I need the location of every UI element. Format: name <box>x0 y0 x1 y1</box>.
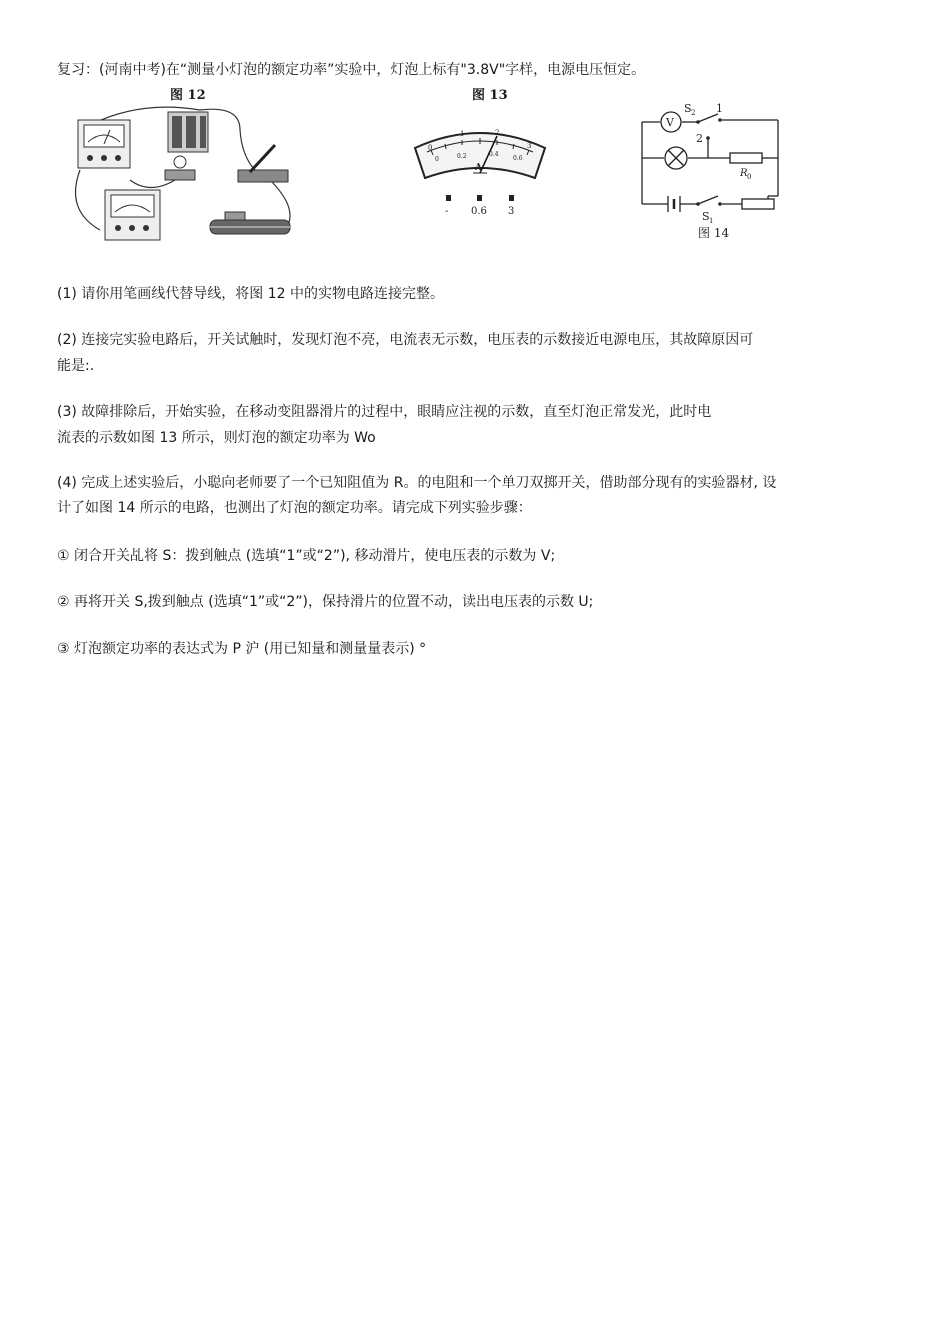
figure-13-image <box>405 118 555 223</box>
ammeter-dial-illustration <box>405 118 555 223</box>
figure-12-image <box>60 100 310 260</box>
tick-small-2: 0.4 <box>489 151 499 158</box>
terminal-0-6-icon <box>477 195 482 201</box>
lamp-symbol-icon <box>665 147 687 169</box>
question-1: (1) 请你用笔画线代替导线，将图 12 中的实物电路连接完整。 <box>57 286 444 302</box>
switch-s1-subscript: 1 <box>709 217 714 225</box>
tick-small-0: 0 <box>435 156 439 163</box>
voltmeter-label: V <box>666 116 674 129</box>
terminal-0-6-label: 0.6 <box>471 206 487 217</box>
question-2-line-1: (2) 连接完实验电路后，开关试触时，发现灯泡不亮，电流表无示数，电压表的示数接近电源电压，其故障原因可 <box>57 332 754 348</box>
step-3: ③ 灯泡额定功率的表达式为 P 沪 (用已知量和测量量表示) ° <box>57 641 427 657</box>
question-2-line-2: 能是:. <box>57 358 95 374</box>
step-1: ① 闭合开关乩将 S：拨到触点 (选填“1”或“2”), 移动滑片，使电压表的示数为 V; <box>57 548 556 564</box>
intro-text: 复习：(河南中考)在“测量小灯泡的额定功率”实验中，灯泡上标有"3.8V"字样，电源电压恒定。 <box>57 62 646 78</box>
terminal-minus-label: - <box>445 206 449 217</box>
terminal-3-label: 3 <box>508 206 515 217</box>
terminal-3-icon <box>509 195 514 201</box>
tick-small-3: 0.6 <box>513 155 523 162</box>
question-3-line-2: 流表的示数如图 13 所示，则灯泡的额定功率为 Wo <box>57 430 376 446</box>
figure-13-caption: 图 13 <box>472 88 508 103</box>
tick-large-0: 0 <box>428 144 433 152</box>
bulb-holder-icon <box>165 156 195 180</box>
resistor-r0-symbol-icon <box>730 153 762 163</box>
tick-small-1: 0.2 <box>457 153 467 160</box>
physical-circuit-illustration <box>60 100 310 260</box>
question-4-line-2: 计了如图 14 所示的电路，也测出了灯泡的额定功率。请完成下列实验步骤： <box>57 500 532 516</box>
rheostat-symbol-icon <box>742 199 774 209</box>
figure-12-caption: 图 12 <box>170 88 206 103</box>
battery-symbol-icon <box>668 196 680 212</box>
tick-large-3: 3 <box>527 142 532 150</box>
switch-s2-subscript: 2 <box>691 109 696 117</box>
tick-large-2: 2 <box>495 129 500 137</box>
knife-switch-icon <box>238 145 288 182</box>
circuit-diagram <box>632 100 792 240</box>
figure-14-caption: 图 14 <box>698 226 730 240</box>
rheostat-icon <box>210 212 290 234</box>
figure-14-image <box>632 100 792 240</box>
voltmeter-device-icon <box>78 120 130 168</box>
question-3-line-1: (3) 故障排除后，开始实验，在移动变阻器滑片的过程中，眼睛应注视的示数，直至灯泡正常发光，此时电 <box>57 404 712 420</box>
resistor-label: R <box>740 168 748 179</box>
contact-2-label: 2 <box>696 132 703 145</box>
switch-s2-label: S <box>684 102 692 115</box>
switch-s1-label: S <box>702 210 710 223</box>
resistor-subscript: 0 <box>747 173 752 181</box>
tick-large-1: 1 <box>460 130 465 138</box>
ammeter-device-icon <box>105 190 160 240</box>
battery-pack-icon <box>168 112 208 152</box>
step-2: ② 再将开关 S,拨到触点 (选填“1”或“2”)，保持滑片的位置不动，读出电压表的示数 U; <box>57 594 594 610</box>
contact-1-label: 1 <box>716 102 723 115</box>
terminal-minus-icon <box>446 195 451 201</box>
ammeter-unit-label: A <box>475 163 482 173</box>
question-4-line-1: (4) 完成上述实验后，小聪向老师要了一个已知阻值为 R。的电阻和一个单刀双掷开关，借助部分现有的实验器材, 设 <box>57 475 777 491</box>
